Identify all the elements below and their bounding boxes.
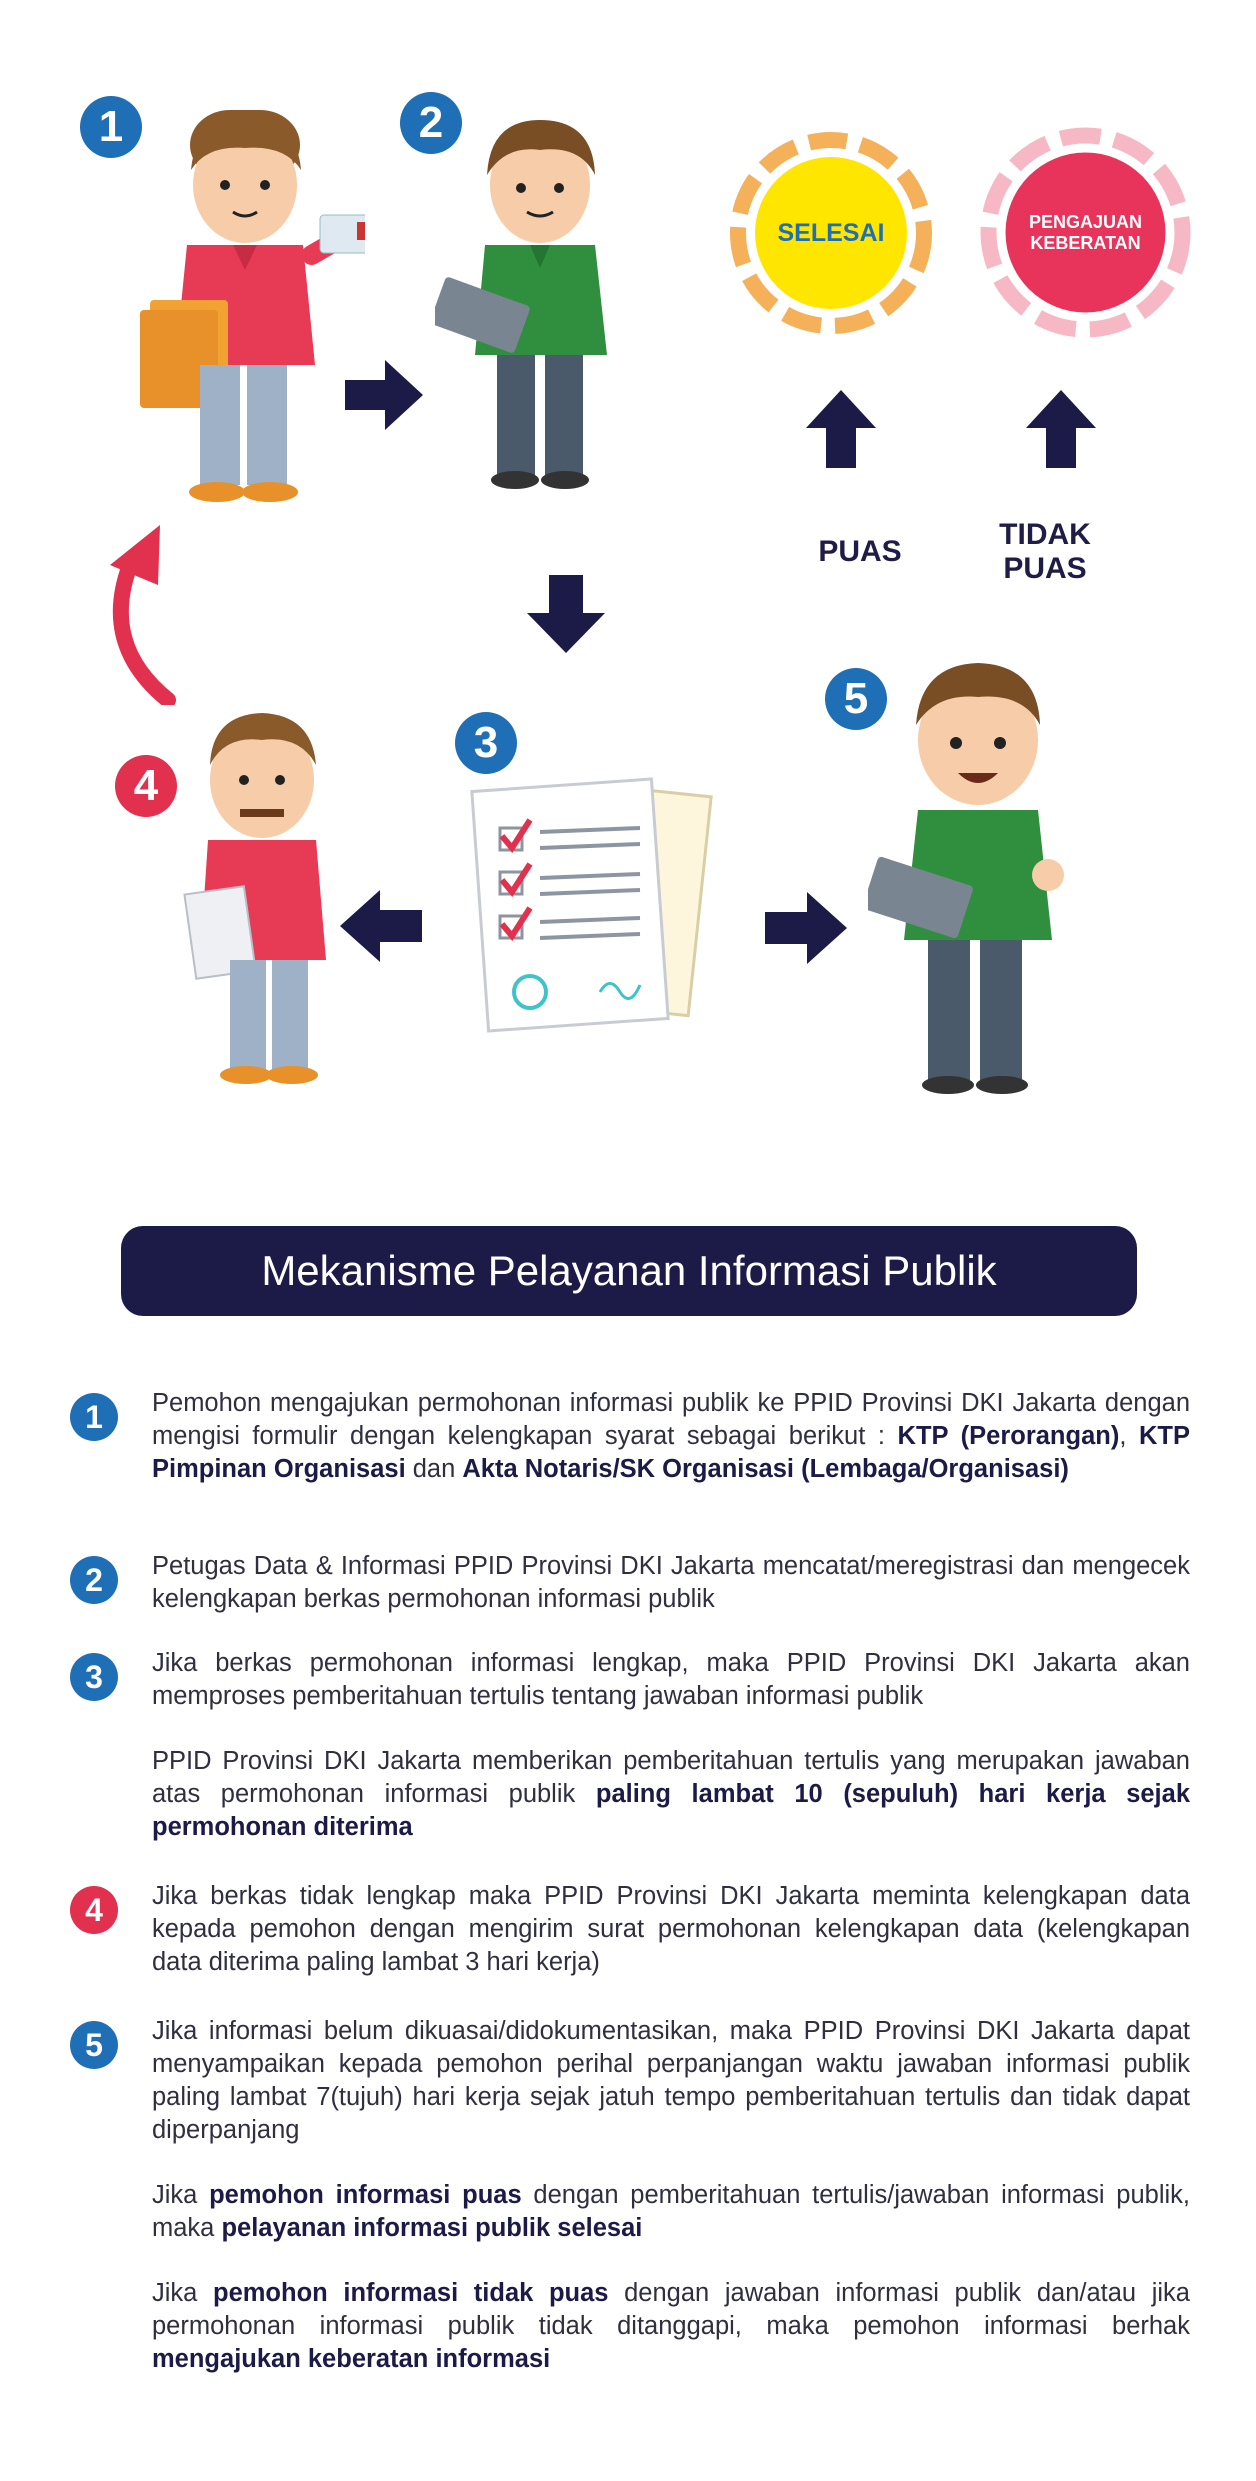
step-3-para-2: [152, 1745, 1190, 1844]
step-4-number: 4: [70, 1886, 118, 1934]
step-5-item: [70, 2015, 1190, 2376]
step-1-badge: 1: [80, 96, 142, 158]
step-5-not-satisfied: pemohon informasi tidak puas: [213, 2279, 609, 2307]
arrow-up-icon: [806, 390, 876, 470]
arrow-left-icon: [340, 888, 422, 964]
step-5-satisfied: pemohon informasi puas: [209, 2181, 522, 2209]
step-4-item: [70, 1880, 1190, 1979]
step-5-para-2: [152, 2179, 1190, 2245]
step-1-sep2: dan: [405, 1455, 463, 1483]
satisfied-officer-illustration: [868, 655, 1088, 1095]
step-4-text: Jika berkas tidak lengkap maka PPID Provinsi DKI Jakarta meminta kelengkapan data kepada pemohon dengan mengirim surat permohonan kelengkapan data (kelengkapan data diterima paling lambat 3 hari kerja): [152, 1882, 1190, 1976]
arrow-right-icon-2: [765, 890, 847, 966]
step-5-para-2-a: Jika: [152, 2181, 210, 2209]
step-5-para-3-a: Jika: [152, 2279, 213, 2307]
step-1-item: [70, 1387, 1190, 1486]
step-5-para-2-c: dengan pemberitahuan tertulis/jawaban informasi publik, maka: [152, 2181, 1190, 2242]
objection-label: [978, 125, 1193, 340]
step-2-item: [70, 1550, 1190, 1616]
not-satisfied-line2: PUAS: [1003, 552, 1087, 585]
step-2-text: Petugas Data & Informasi PPID Provinsi DKI Jakarta mencatat/meregistrasi dan mengecek kelengkapan berkas permohonan informasi publik: [152, 1552, 1190, 1613]
arrow-down-icon: [527, 575, 605, 655]
satisfied-label: PUAS: [818, 535, 902, 568]
step-5-objection: mengajukan keberatan informasi: [152, 2345, 551, 2373]
step-2-badge: 2: [400, 92, 462, 154]
objection-label-line1: PENGAJUAN: [1028, 211, 1143, 232]
curved-return-arrow-icon: [90, 525, 180, 705]
page-title-banner: Mekanisme Pelayanan Informasi Publik: [121, 1226, 1137, 1316]
applicant-illustration: [125, 110, 365, 505]
step-1-sep1: ,: [1119, 1422, 1139, 1450]
step-3-number: 3: [70, 1653, 118, 1701]
step-5-para-3: [152, 2277, 1190, 2376]
step-3-para-2-text: PPID Provinsi DKI Jakarta memberikan pemberitahuan tertulis yang merupakan jawaban atas permohonan informasi publik: [152, 1747, 1190, 1808]
step-1-req-akta: Akta Notaris/SK Organisasi (Lembaga/Organisasi): [462, 1455, 1069, 1483]
step-1-intro: Pemohon mengajukan permohonan informasi publik ke PPID Provinsi DKI Jakarta dengan mengisi formulir dengan kelengkapan syarat sebagai berikut :: [152, 1389, 1190, 1450]
worried-applicant-illustration: [180, 695, 340, 1090]
step-5-badge: 5: [825, 668, 887, 730]
arrow-right-icon: [345, 355, 425, 435]
step-5-number: 5: [70, 2021, 118, 2069]
step-5-text: [152, 2015, 1190, 2376]
done-outcome-circle: [728, 130, 934, 336]
step-5-para-1: Jika informasi belum dikuasai/didokumentasikan, maka PPID Provinsi DKI Jakarta dapat menyampaikan kepada pemohon perihal perpanjangan waktu jawaban informasi publik paling lambat 7(tujuh) hari kerja sejak jatuh tempo pemberitahuan tertulis dan tidak dapat diperpanjang: [152, 2017, 1190, 2144]
document-illustration: [470, 770, 730, 1040]
objection-label-line2: KEBERATAN: [1030, 232, 1141, 253]
step-1-req-ktp: KTP (Perorangan): [897, 1422, 1120, 1450]
step-3-item: [70, 1647, 1190, 1844]
step-2-number: 2: [70, 1556, 118, 1604]
step-4-badge: 4: [115, 755, 177, 817]
officer-illustration: [435, 110, 625, 490]
step-3-badge: 3: [455, 712, 517, 774]
done-label: SELESAI: [777, 218, 885, 247]
step-3-text: [152, 1647, 1190, 1844]
arrow-up-icon-2: [1026, 390, 1096, 470]
not-satisfied-label: [975, 518, 1115, 586]
step-5-service-done: pelayanan informasi publik selesai: [221, 2214, 643, 2242]
not-satisfied-line1: TIDAK: [999, 518, 1091, 551]
objection-outcome-circle: [978, 125, 1193, 340]
step-5-para-3-c: dengan jawaban informasi publik dan/atau jika permohonan informasi publik tidak ditanggapi, maka pemohon informasi berhak: [152, 2279, 1190, 2340]
step-1-number: 1: [70, 1393, 118, 1441]
step-3-para-1: Jika berkas permohonan informasi lengkap, maka PPID Provinsi DKI Jakarta akan memproses pemberitahuan tertulis tentang jawaban informasi publik: [152, 1649, 1190, 1710]
step-3-deadline: paling lambat 10 (sepuluh) hari kerja sejak permohonan diterima: [152, 1780, 1191, 1841]
step-1-text: [152, 1387, 1190, 1486]
step-1-req-ktp-org: KTP Pimpinan Organisasi: [152, 1422, 1190, 1483]
